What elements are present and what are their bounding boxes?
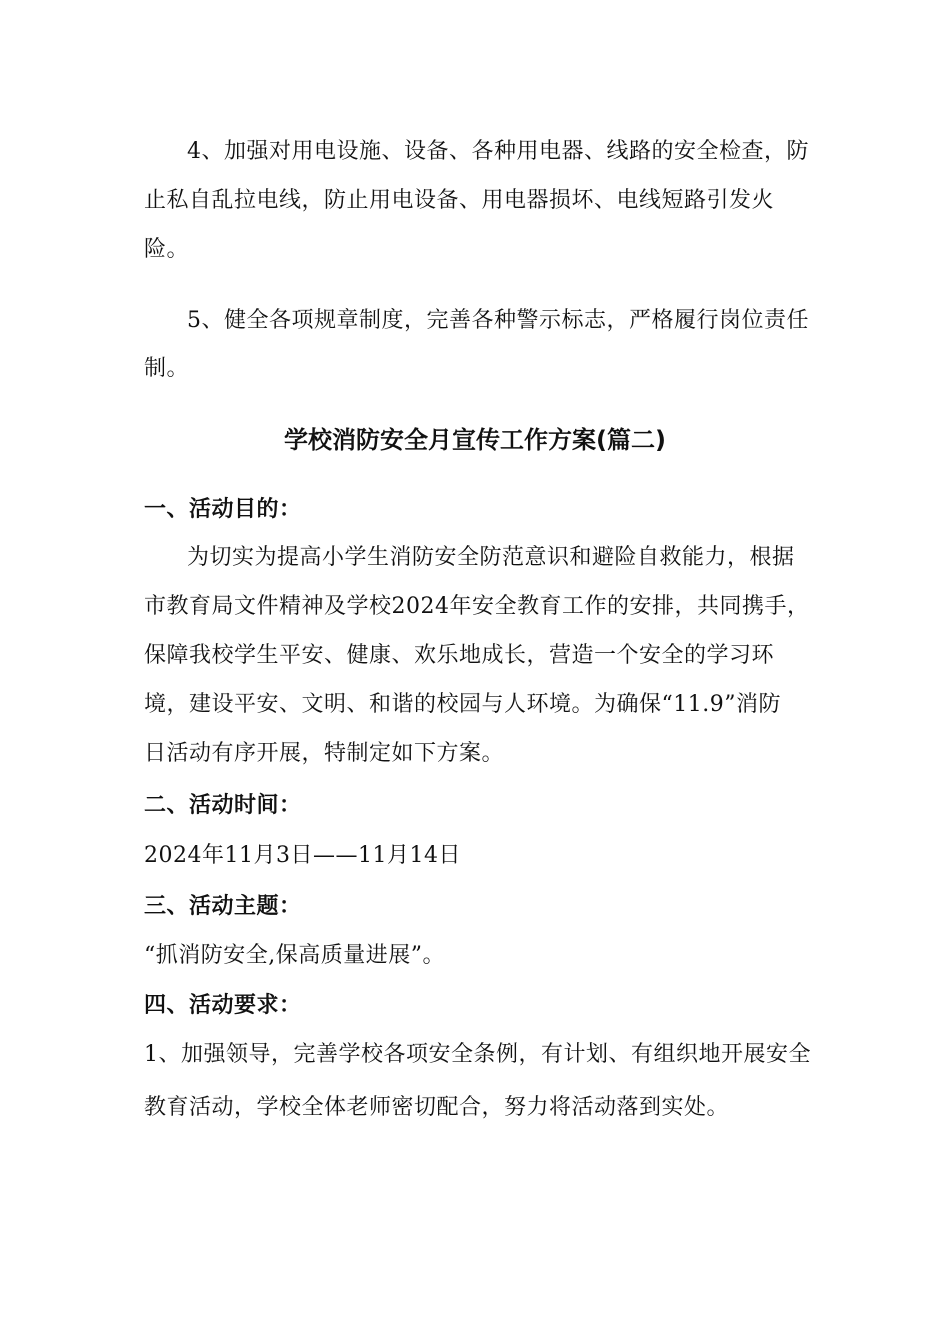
theme-heading: 三、活动主题： xyxy=(144,894,302,919)
purpose-heading: 一、活动目的： xyxy=(144,497,302,522)
time-value: 2024年11月3日——11月14日 xyxy=(144,843,461,868)
purpose-line-4: 境，建设平安、文明、和谐的校园与人环境。为确保“11.9”消防 xyxy=(144,692,781,717)
requirements-heading: 四、活动要求： xyxy=(144,993,302,1018)
item5-line-2: 制。 xyxy=(144,356,190,381)
purpose-line-5: 日活动有序开展，特制定如下方案。 xyxy=(144,741,505,766)
purpose-line-2: 市教育局文件精神及学校2024年安全教育工作的安排，共同携手， xyxy=(144,594,810,619)
item4-line-3: 险。 xyxy=(144,237,190,262)
purpose-line-1: 为切实为提高小学生消防安全防范意识和避险自救能力，根据 xyxy=(187,545,795,570)
item4-line-1: 4、加强对用电设施、设备、各种用电器、线路的安全检查，防 xyxy=(187,139,809,164)
document-title: 学校消防安全月宣传工作方案(篇二) xyxy=(284,426,666,454)
time-heading: 二、活动时间： xyxy=(144,793,302,818)
purpose-line-3: 保障我校学生平安、健康、欢乐地成长，营造一个安全的学习环 xyxy=(144,643,775,668)
item5-line-1: 5、健全各项规章制度，完善各种警示标志，严格履行岗位责任 xyxy=(187,308,809,333)
requirements-line-1: 1、加强领导，完善学校各项安全条例，有计划、有组织地开展安全 xyxy=(144,1042,811,1067)
item4-line-2: 止私自乱拉电线，防止用电设备、用电器损坏、电线短路引发火 xyxy=(144,188,775,213)
requirements-line-2: 教育活动，学校全体老师密切配合，努力将活动落到实处。 xyxy=(144,1095,730,1120)
theme-value: “抓消防安全,保高质量进展”。 xyxy=(144,943,445,968)
